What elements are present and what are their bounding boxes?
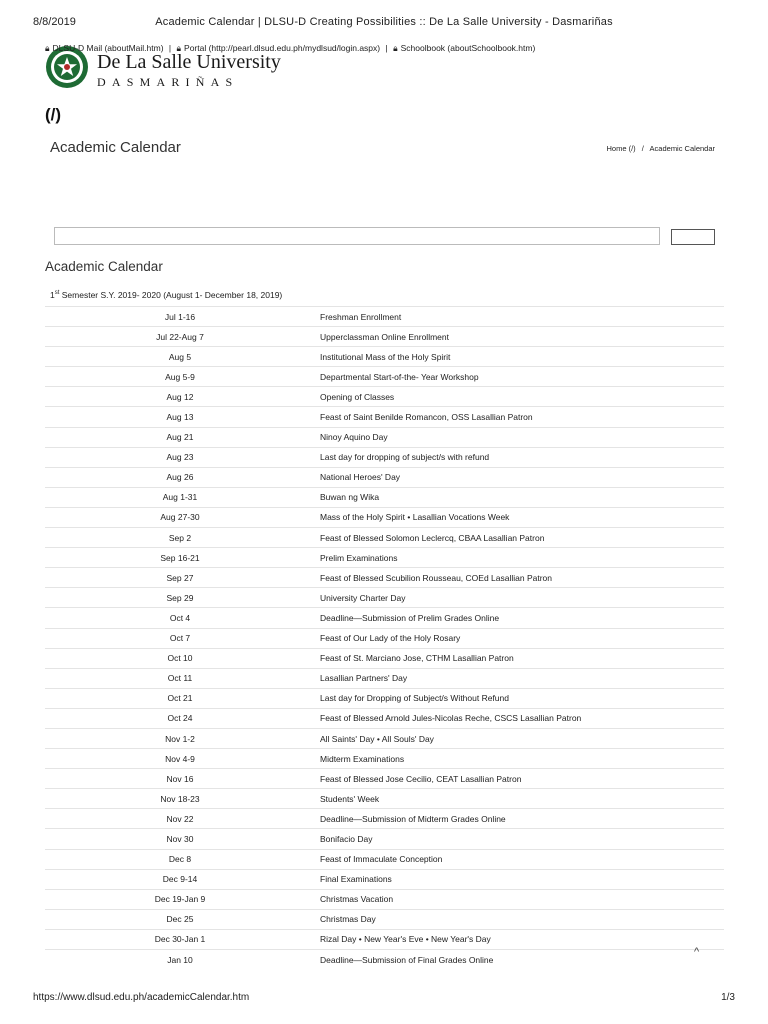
calendar-event: Deadline—Submission of Midterm Grades Online: [315, 809, 724, 829]
table-row: [45, 889, 724, 909]
calendar-event: Deadline—Submission of Final Grades Online: [315, 950, 724, 970]
table-row: [45, 528, 724, 548]
calendar-event: Buwan ng Wika: [315, 487, 724, 507]
table-row: [45, 929, 724, 949]
table-row: [45, 447, 724, 467]
page-title: Academic Calendar: [50, 139, 181, 156]
calendar-event: Prelim Examinations: [315, 548, 724, 568]
calendar-date: Nov 22: [45, 809, 315, 829]
calendar-date: Aug 23: [45, 447, 315, 467]
calendar-event: Institutional Mass of the Holy Spirit: [315, 347, 724, 367]
calendar-event: Last day for Dropping of Subject/s Without Refund: [315, 688, 724, 708]
calendar-date: Sep 16-21: [45, 548, 315, 568]
calendar-table: [45, 306, 724, 970]
calendar-event: Feast of Saint Benilde Romancon, OSS Lasallian Patron: [315, 407, 724, 427]
calendar-event: Ninoy Aquino Day: [315, 427, 724, 447]
calendar-event: Christmas Vacation: [315, 889, 724, 909]
table-row: [45, 648, 724, 668]
table-row: [45, 728, 724, 748]
table-row: [45, 869, 724, 889]
table-row: [45, 407, 724, 427]
calendar-date: Dec 9-14: [45, 869, 315, 889]
table-row: [45, 668, 724, 688]
calendar-date: Jul 1-16: [45, 307, 315, 327]
top-link-mail[interactable]: DLSU-D Mail (aboutMail.htm): [52, 43, 164, 53]
lock-icon: 🔒︎: [45, 43, 50, 53]
university-name: De La Salle University: [97, 51, 281, 73]
calendar-event: Rizal Day • New Year's Eve • New Year's Day: [315, 929, 724, 949]
calendar-date: Aug 27-30: [45, 507, 315, 527]
top-links: 🔒︎ DLSU-D Mail (aboutMail.htm) | 🔒︎ Portal (http://pearl.dlsud.edu.ph/mydlsud/login.aspx) | 🔒︎ Schoolbook (aboutSchoolbook.htm): [45, 43, 536, 53]
calendar-event: Feast of Blessed Scubilion Rousseau, COEd Lasallian Patron: [315, 568, 724, 588]
table-row: [45, 367, 724, 387]
table-row: [45, 467, 724, 487]
table-row: [45, 708, 724, 728]
top-link-schoolbook[interactable]: Schoolbook (aboutSchoolbook.htm): [400, 43, 536, 53]
calendar-event: Feast of Our Lady of the Holy Rosary: [315, 628, 724, 648]
table-row: [45, 347, 724, 367]
table-row: [45, 548, 724, 568]
table-row: [45, 608, 724, 628]
table-row: [45, 387, 724, 407]
calendar-date: Nov 16: [45, 769, 315, 789]
calendar-date: Sep 2: [45, 528, 315, 548]
print-date: 8/8/2019: [33, 16, 76, 28]
calendar-date: Oct 21: [45, 688, 315, 708]
table-row: [45, 829, 724, 849]
calendar-event: Christmas Day: [315, 909, 724, 929]
table-row: [45, 809, 724, 829]
calendar-event: National Heroes' Day: [315, 467, 724, 487]
calendar-event: Last day for dropping of subject/s with refund: [315, 447, 724, 467]
calendar-event: Upperclassman Online Enrollment: [315, 327, 724, 347]
print-url: https://www.dlsud.edu.ph/academicCalendar.htm: [33, 992, 250, 1003]
calendar-date: Aug 5-9: [45, 367, 315, 387]
semester-title: 1st Semester S.Y. 2019- 2020 (August 1- December 18, 2019): [50, 290, 283, 300]
calendar-event: Departmental Start-of-the- Year Workshop: [315, 367, 724, 387]
table-row: [45, 849, 724, 869]
calendar-date: Nov 30: [45, 829, 315, 849]
campus-name: DASMARIÑAS: [97, 75, 239, 89]
calendar-event: Mass of the Holy Spirit • Lasallian Vocations Week: [315, 507, 724, 527]
calendar-date: Oct 4: [45, 608, 315, 628]
calendar-event: Feast of St. Marciano Jose, CTHM Lasallian Patron: [315, 648, 724, 668]
calendar-date: Nov 4-9: [45, 749, 315, 769]
calendar-event: University Charter Day: [315, 588, 724, 608]
calendar-date: Oct 11: [45, 668, 315, 688]
table-row: [45, 487, 724, 507]
lock-icon: 🔒︎: [393, 43, 398, 53]
calendar-event: Opening of Classes: [315, 387, 724, 407]
calendar-date: Nov 1-2: [45, 728, 315, 748]
breadcrumb: [607, 144, 715, 153]
print-page-title: Academic Calendar | DLSU-D Creating Possibilities :: De La Salle University - Dasmariñas: [155, 16, 613, 28]
calendar-date: Aug 1-31: [45, 487, 315, 507]
calendar-event: Midterm Examinations: [315, 749, 724, 769]
table-row: [45, 568, 724, 588]
table-row: [45, 628, 724, 648]
lock-icon: 🔒︎: [176, 43, 182, 53]
scroll-to-top-icon[interactable]: ^: [694, 946, 700, 958]
calendar-event: Students' Week: [315, 789, 724, 809]
table-row: [45, 769, 724, 789]
calendar-date: Oct 7: [45, 628, 315, 648]
calendar-date: Dec 8: [45, 849, 315, 869]
calendar-date: Nov 18-23: [45, 789, 315, 809]
calendar-date: Aug 21: [45, 427, 315, 447]
calendar-date: Dec 25: [45, 909, 315, 929]
calendar-date: Dec 19-Jan 9: [45, 889, 315, 909]
table-row: [45, 688, 724, 708]
table-row: [45, 307, 724, 327]
calendar-date: Oct 24: [45, 708, 315, 728]
breadcrumb-home-link[interactable]: Home (/): [606, 144, 636, 153]
calendar-event: All Saints' Day • All Souls' Day: [315, 728, 724, 748]
calendar-date: Sep 29: [45, 588, 315, 608]
calendar-date: Jan 10: [45, 950, 315, 970]
table-row: [45, 427, 724, 447]
table-row: [45, 950, 724, 970]
calendar-date: Aug 13: [45, 407, 315, 427]
top-link-portal[interactable]: Portal (http://pearl.dlsud.edu.ph/mydlsud/login.aspx): [184, 43, 381, 53]
calendar-date: Sep 27: [45, 568, 315, 588]
table-row: [45, 588, 724, 608]
calendar-date: Jul 22-Aug 7: [45, 327, 315, 347]
calendar-event: Final Examinations: [315, 869, 724, 889]
calendar-event: Feast of Blessed Jose Cecilio, CEAT Lasallian Patron: [315, 769, 724, 789]
search-input[interactable]: [54, 227, 660, 245]
calendar-event: Bonifacio Day: [315, 829, 724, 849]
print-page-number: 1/3: [721, 992, 735, 1003]
calendar-event: Freshman Enrollment: [315, 307, 724, 327]
search-button[interactable]: [671, 229, 715, 245]
breadcrumb-current: Academic Calendar: [649, 144, 715, 153]
table-row: [45, 327, 724, 347]
section-heading: Academic Calendar: [45, 259, 163, 274]
calendar-date: Aug 26: [45, 467, 315, 487]
table-row: [45, 749, 724, 769]
calendar-event: Lasallian Partners' Day: [315, 668, 724, 688]
calendar-date: Aug 12: [45, 387, 315, 407]
calendar-date: Aug 5: [45, 347, 315, 367]
calendar-event: Feast of Blessed Arnold Jules-Nicolas Reche, CSCS Lasallian Patron: [315, 708, 724, 728]
home-link[interactable]: (/): [45, 105, 62, 124]
calendar-date: Dec 30-Jan 1: [45, 929, 315, 949]
table-row: [45, 507, 724, 527]
table-row: [45, 909, 724, 929]
calendar-event: Feast of Blessed Solomon Leclercq, CBAA Lasallian Patron: [315, 528, 724, 548]
calendar-event: Feast of Immaculate Conception: [315, 849, 724, 869]
table-row: [45, 789, 724, 809]
calendar-date: Oct 10: [45, 648, 315, 668]
calendar-event: Deadline—Submission of Prelim Grades Online: [315, 608, 724, 628]
breadcrumb-separator: /: [641, 144, 644, 153]
